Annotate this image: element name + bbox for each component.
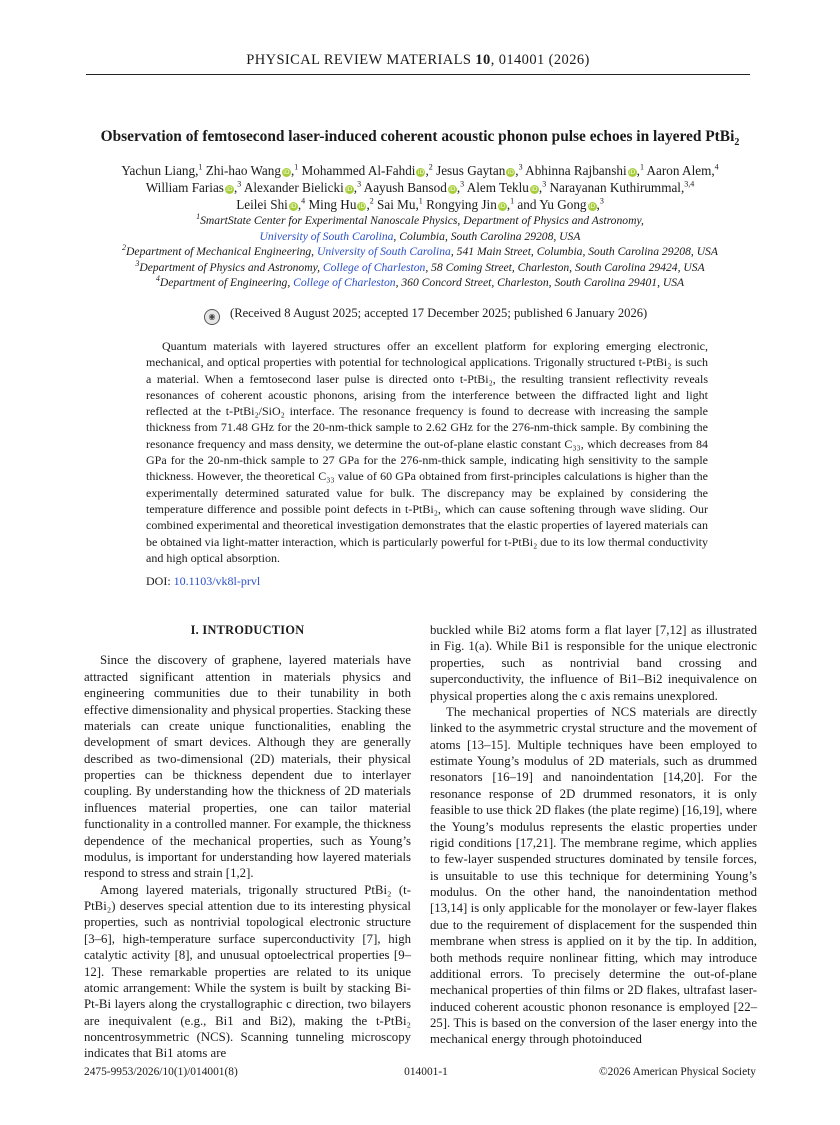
title-main: Observation of femtosecond laser-induced coherent acoustic phonon pulse echoes in layered PtBi <box>100 128 735 145</box>
journal-article: , 014001 (2026) <box>490 52 590 68</box>
author-name: Ming Hu <box>308 197 357 212</box>
orcid-icon[interactable]: iD <box>346 186 353 193</box>
author-name: Zhi-hao Wang <box>205 163 281 178</box>
author: Leilei Shi iD,$^4$ <box>236 196 306 212</box>
orcid-icon[interactable]: iD <box>226 186 233 193</box>
author-affiliation-number: 4 <box>714 162 719 172</box>
author <box>550 180 695 195</box>
author-name: Alem Teklu <box>466 180 529 195</box>
affiliation-address: , 360 Concord Street, Charleston, South Carolina 29401, USA <box>395 276 685 290</box>
affiliation-number: 3 <box>135 258 140 268</box>
author <box>377 197 423 212</box>
author-affiliation-number: 3 <box>542 179 547 189</box>
author-affiliation-number: 2 <box>369 196 374 206</box>
author-name: Yachun Liang, <box>121 163 199 178</box>
orcid-icon[interactable]: iD <box>283 169 290 176</box>
author-affiliation-number: 1 <box>510 196 515 206</box>
orcid-icon[interactable]: iD <box>417 169 425 176</box>
author-affiliation-number: 4 <box>301 196 306 206</box>
author: Rongying Jin iD,$^1$ <box>426 196 515 212</box>
author-affiliation-number: 3 <box>237 179 242 189</box>
author: Mohammed Al-Fahdi iD,$^2$ <box>301 162 433 178</box>
section-heading: I. INTRODUCTION <box>190 623 305 637</box>
paper-title <box>40 128 800 148</box>
author: Zhi-hao Wang iD,$^1$ <box>205 162 299 178</box>
author: Aayush Bansod iD,$^3$ <box>363 179 465 195</box>
author-name: Aayush Bansod <box>363 180 447 195</box>
author-name: Narayanan Kuthirummal, <box>549 180 685 195</box>
author-list <box>60 162 780 213</box>
affiliation-text: Department of Physics and Astronomy, <box>139 260 323 274</box>
affiliation-number: 1 <box>196 212 201 222</box>
journal-volume: 10 <box>475 52 491 68</box>
author-affiliation-number: 1 <box>418 196 423 206</box>
body-paragraph: Since the discovery of graphene, layered materials have attracted significant attention in materials physics and engineering communities due to their tunability in both effective dimensionality and physical properties. Stacking these materials can create unique functionalities, enabling the development of smart devices. Although they are generally described as two-dimensional (2D) materials, their physical properties can be thickness dependent due to interlayer coupling. By understanding how the thickness of 2D materials influences material properties, one can tailor material functionality in a controlled manner. For example, the thickness dependence of the mechanical properties, such as Young’s modulus, is important for understanding how layered materials respond to stress and strain [1,2]. <box>84 653 411 881</box>
author <box>121 163 202 178</box>
author <box>647 163 719 178</box>
author-name: William Farias <box>145 180 224 195</box>
author: Ming Hu iD,$^2$ <box>308 196 374 212</box>
author-affiliation-number: 3 <box>518 162 523 172</box>
body-paragraph: Among layered materials, trigonally structured PtBi₂ (t-PtBi₂) deserves special attention due to its interesting physical properties, such as nontrivial topological electronic structure [3–6], high-temperature surface superconductivity [7], high catalytic activity [8], and unusual optoelectrical properties [9–12]. These remarkable properties are related to its unique atomic arrangement: While the system is built by stacking Bi-Pt-Bi layers along the crystallographic c direction, two bilayers are inequivalent (e.g., Bi1 and Bi2), making the t-PtBi₂ noncentrosymmetric (NCS). Scanning tunneling microscopy indicates that Bi1 atoms are <box>84 882 411 1061</box>
author: Alem Teklu iD,$^3$ <box>466 179 547 195</box>
author: William Farias iD,$^3$ <box>145 179 242 195</box>
orcid-icon[interactable]: iD <box>628 169 636 176</box>
journal-header <box>86 52 750 69</box>
footer-copyright: ©2026 American Physical Society <box>598 1066 756 1078</box>
author-affiliation-number: 1 <box>294 162 299 172</box>
affiliation-text: Department of Engineering, <box>159 276 294 290</box>
body-paragraph: The mechanical properties of NCS materials are directly linked to the asymmetric crystal structure and the movement of atoms [13–15]. Multiple techniques have been employed to estimate Young’s modulus of 2D materials, such as drummed resonators [16–19] and nanoindentation [14,20]. For the resonance response of 2D drummed resonators, it is only feasible to use thick 2D flakes (the plate regime) [16,19], where the Young’s modulus represents the elastic properties under rigid conditions [17,21]. The membrane regime, which applies to few-layer suspended structures dominated by tensile forces, is unsuitable to use this technique for determining Young’s modulus. On the other hand, the nanoindentation method [13,14] is only applicable for the monolayer or few-layer flakes due to the requirement of displacement for the suspended thin membrane when stress is applied on it by the tip. In addition, both methods require nonlinear fitting, which may introduce additional errors. To precisely determine the out-of-plane mechanical properties of thin films or 2D flakes, ultrafast laser-induced coherent acoustic phonon resonance is employed [22–25]. This is based on the conversion of the laser energy into the mechanical energy through photoinduced <box>430 704 757 1047</box>
author-affiliation-number: 1 <box>198 162 203 172</box>
author-name: Alexander Bielicki <box>243 180 344 195</box>
author-name: Leilei Shi <box>236 197 288 212</box>
orcid-icon[interactable]: iD <box>531 186 538 193</box>
body-paragraph: buckled while Bi2 atoms form a flat layer [7,12] as illustrated in Fig. 1(a). While Bi1 is responsible for the unique electronic properties, such as nontrivial band crossing and superconductivity, the influence of Bi1–Bi2 inequivalence on physical properties along the c axis remains unexplored. <box>430 623 757 703</box>
author-name: Jesus Gaytan <box>436 163 506 178</box>
journal-name: PHYSICAL REVIEW MATERIALS <box>246 52 472 68</box>
author: and Yu Gong iD,$^3$ <box>517 196 604 212</box>
orcid-icon[interactable]: iD <box>507 169 514 176</box>
author: Abhinna Rajbanshi iD,$^1$ <box>525 162 644 178</box>
author-name: Sai Mu, <box>377 197 419 212</box>
institution-link[interactable]: College of Charleston <box>293 276 396 290</box>
affiliation-number: 2 <box>122 243 127 253</box>
author-name: and Yu Gong <box>517 197 587 212</box>
affiliation <box>60 275 780 291</box>
orcid-icon[interactable]: iD <box>588 203 596 210</box>
doi-link[interactable]: 10.1103/vk8l-prvl <box>173 574 261 588</box>
institution-link[interactable]: University of South Carolina <box>316 245 451 259</box>
title-subscript: 2 <box>734 137 740 149</box>
abstract: Quantum materials with layered structures offer an excellent platform for exploring emerging electronic, mechanical, and optical properties with potential for technological applications. Trigonally structured t-PtBi₂ is such a material. When a femtosecond laser pulse is directed onto t-PtBi₂, the resulting transient reflectivity reveals resonances of coherent acoustic phonons, arising from the interference between the diffracted light and light reflected at the t-PtBi₂/SiO₂ interface. The resonance frequency is found to decrease with increasing the sample thickness from 71.48 GHz for the 20-nm-thick sample to 2.62 GHz for the 276-nm-thick sample. By combining the resonance frequency and mass density, we determine the out-of-plane elastic constant C₃₃, which decreases from 84 GPa for the 20-nm-thick sample to 27 GPa for the 276-nm-thick sample, indicating high sensitivity to the sample thickness. However, the theoretical C₃₃ value of 60 GPa obtained from first-principles calculations is higher than the experimentally determined saturated value for bulk. The discrepancy may be explained by considering the temperature difference and possible point defects in t-PtBi₂, which can cause softening through wave sliding. Our combined experimental and theoretical investigation demonstrates that the elastic properties of layered materials can be obtained via light-matter interaction, which is particularly powerful for t-PtBi₂ due to its low thermal conductivity and high optical absorption. <box>146 339 708 565</box>
affiliation <box>60 244 780 260</box>
author-name: Rongying Jin <box>426 197 497 212</box>
received-dates <box>204 306 674 325</box>
doi-label: DOI: <box>146 574 174 588</box>
affiliation <box>60 213 780 244</box>
doi-line <box>146 574 260 589</box>
orcid-icon[interactable]: iD <box>499 203 506 210</box>
affiliation-list <box>60 213 780 291</box>
author-affiliation-number: 3 <box>357 179 362 189</box>
author-affiliation-number: 3 <box>460 179 465 189</box>
author: Jesus Gaytan iD,$^3$ <box>436 162 523 178</box>
author-name: Abhinna Rajbanshi <box>525 163 627 178</box>
received-text: (Received 8 August 2025; accepted 17 December 2025; published 6 January 2026) <box>230 306 648 320</box>
orcid-icon[interactable]: iD <box>358 203 366 210</box>
affiliation <box>60 260 780 276</box>
affiliation-text: Department of Mechanical Engineering, <box>126 245 317 259</box>
author-affiliation-number: 3,4 <box>684 179 695 189</box>
orcid-icon[interactable]: iD <box>290 203 297 210</box>
institution-link[interactable]: University of South Carolina <box>259 229 394 243</box>
affiliation-number: 4 <box>155 274 160 284</box>
orcid-icon[interactable]: iD <box>449 186 456 193</box>
affiliation-address: , 541 Main Street, Columbia, South Carolina 29208, USA <box>450 245 718 259</box>
author-name: Aaron Alem, <box>646 163 715 178</box>
left-column <box>84 622 411 1062</box>
author-name: Mohammed Al-Fahdi <box>301 163 416 178</box>
crossmark-icon[interactable]: ◉ <box>204 309 220 325</box>
footer-page-number: 014001-1 <box>404 1066 448 1078</box>
affiliation-address: , 58 Coming Street, Charleston, South Carolina 29424, USA <box>425 260 705 274</box>
institution-link[interactable]: College of Charleston <box>322 260 426 274</box>
author: Alexander Bielicki iD,$^3$ <box>243 179 362 195</box>
author-affiliation-number: 2 <box>428 162 433 172</box>
right-column <box>430 622 757 1048</box>
author-affiliation-number: 3 <box>599 196 604 206</box>
affiliation-address: , Columbia, South Carolina 29208, USA <box>393 229 581 243</box>
affiliation-text: SmartState Center for Experimental Nanoscale Physics, Department of Physics and Astronomy, <box>200 214 644 227</box>
header-rule <box>86 74 750 75</box>
author-affiliation-number: 1 <box>639 162 644 172</box>
footer-issn: 2475-9953/2026/10(1)/014001(8) <box>84 1066 238 1078</box>
